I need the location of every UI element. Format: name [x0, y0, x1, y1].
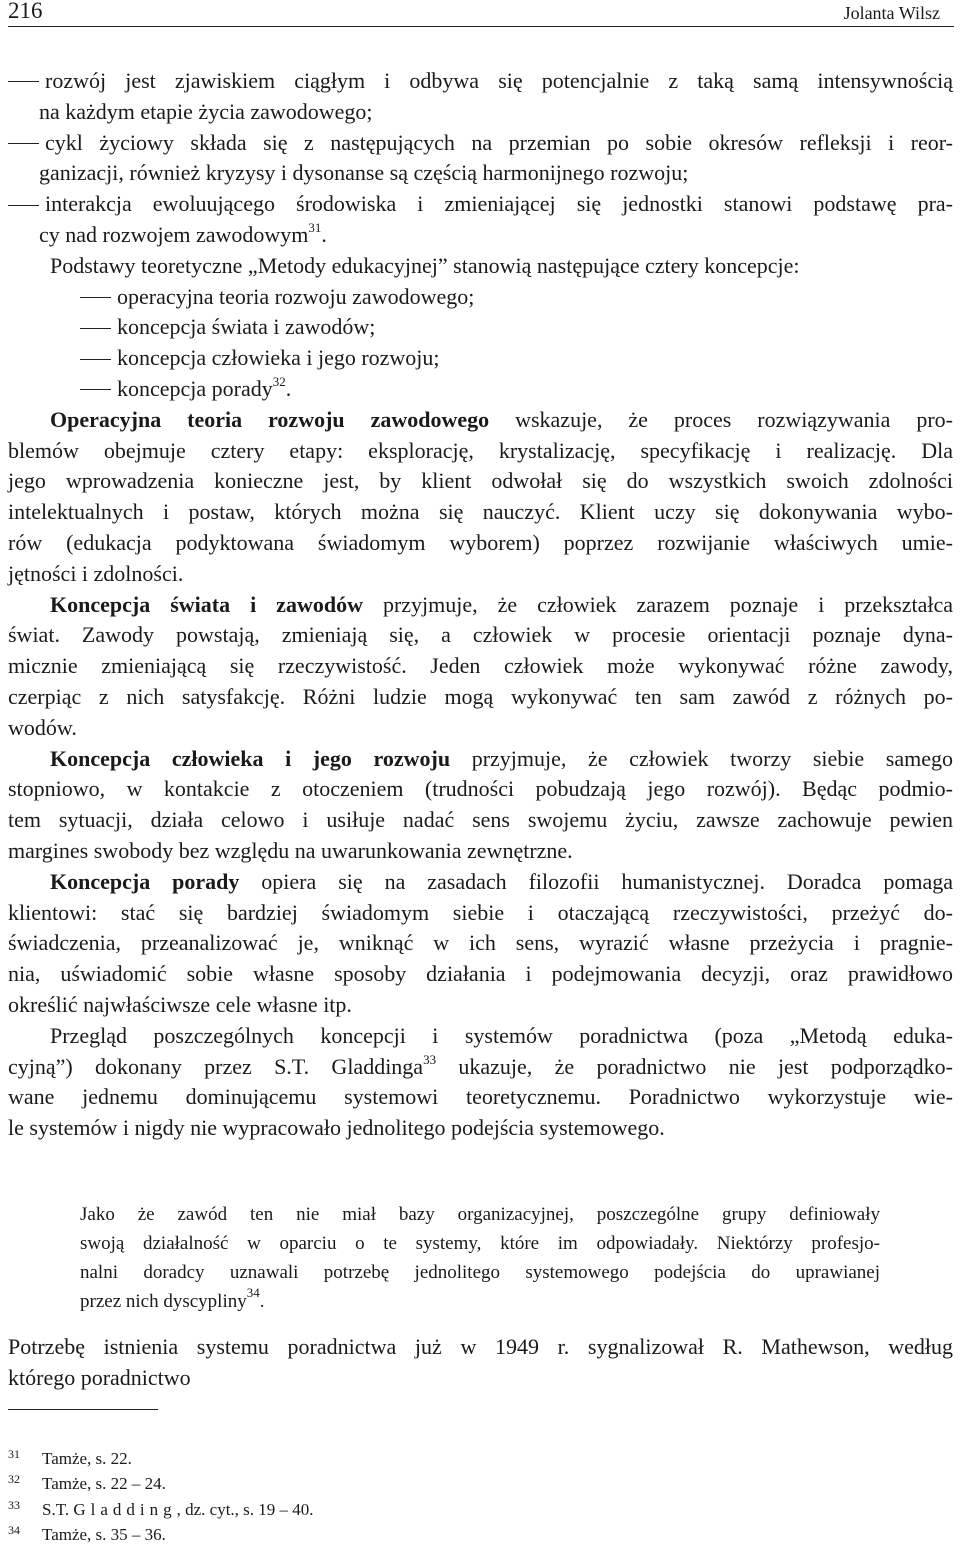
paragraph-line: którego poradnictwo [8, 1364, 191, 1390]
list-item-continuation: na każdym etapie życia zawodowego; [39, 98, 373, 124]
main-text [8, 66, 953, 1144]
footnote-number: 32 [8, 1472, 20, 1487]
bold-term: Operacyjna teoria rozwoju zawodowego [50, 406, 490, 432]
dash-bullet [8, 143, 39, 144]
footnote-number: 33 [8, 1497, 20, 1512]
intro-sentence: Podstawy teoretyczne „Metody edukacyjnej” stanowią następujące cztery koncepcje: [50, 252, 800, 278]
footnote-ref[interactable]: 34 [246, 1285, 260, 1300]
paragraph-line: jętności i zdolności. [8, 560, 184, 586]
paragraph-line: margines swobody bez względu na uwarunkowania zewnętrzne. [8, 837, 573, 863]
paragraph-line: stopniowo, w kontakcie z otoczeniem (trudności pobudzają jego rozwój). Będąc podmio- [8, 776, 953, 802]
paragraph-line: Przegląd poszczególnych koncepcji i systemów poradnictwa (poza „Metodą eduka- [50, 1022, 953, 1048]
paragraph-line: micznie zmieniającą się rzeczywistość. Jeden człowiek może wykonywać różne zawody, [8, 653, 953, 679]
footnote: 34 Tamże, s. 35 – 36. [8, 1518, 314, 1543]
footnote-ref[interactable]: 31 [308, 219, 322, 235]
paragraph-line: Koncepcja porady opiera się na zasadach filozofii humanistycznej. Doradca pomaga [50, 868, 953, 894]
footnote-number: 34 [8, 1522, 20, 1537]
list-item: cykl życiowy składa się z następujących na przemian po sobie okresów refleksji i reor- [8, 128, 953, 159]
list-item: rozwój jest zjawiskiem ciągłym i odbywa się potencjalnie z taką samą intensywnością [8, 66, 953, 97]
dash-bullet [80, 359, 111, 360]
quote-line: swoją działalność w oparciu o te systemy, które im odpowiadały. Niektórzy profesjo- [80, 1233, 880, 1254]
footnote: 33 S.T. Gladding, dz. cyt., s. 19 – 40. [8, 1493, 314, 1518]
quote-line: przez nich dyscypliny$^{34}$. [80, 1285, 265, 1312]
footnote-ref[interactable]: 33 [423, 1051, 437, 1067]
paragraph-line: czerpiąc z nich satysfakcję. Różni ludzie mogą wykonywać ten sam zawód z różnych po- [8, 683, 953, 709]
dash-bullet [80, 297, 111, 298]
list-item-continuation: cy nad rozwojem zawodowym$^{31}$. [39, 219, 327, 247]
paragraph-line: blemów obejmuje cztery etapy: eksplorację, krystalizację, specyfikację i realizację. Dla [8, 437, 953, 463]
footnote: 31 Tamże, s. 22. [8, 1442, 314, 1467]
paragraph-line: tem sytuacji, działa celowo i usiłuje nadać sens swojemu życiu, zawsze zachowuje pewien [8, 807, 953, 833]
list-item: interakcja ewoluującego środowiska i zmieniającej się jednostki stanowi podstawę pra- [8, 189, 953, 220]
footnote-divider [8, 1409, 158, 1410]
footnote: 32 Tamże, s. 22 – 24. [8, 1467, 314, 1492]
paragraph-line: Potrzebę istnienia systemu poradnictwa już w 1949 r. sygnalizował R. Mathewson, według [8, 1334, 953, 1359]
paragraph-line: le systemów i nigdy nie wypracowało jednolitego podejścia systemowego. [8, 1115, 665, 1141]
paragraph-line: Koncepcja człowieka i jego rozwoju przyjmuje, że człowiek tworzy siebie samego [50, 745, 953, 771]
concept-item: koncepcja człowieka i jego rozwoju; [8, 343, 953, 374]
page-header [8, 0, 954, 27]
paragraph-line: nia, uświadomić sobie własne sposoby działania i podejmowania decyzji, oraz prawidłowo [8, 961, 953, 987]
bold-term: Koncepcja człowieka i jego rozwoju [50, 745, 451, 771]
page-number: 216 [8, 0, 43, 23]
author-name-spaced: Gladding [73, 1499, 177, 1519]
paragraph-line: świat. Zawody powstają, zmieniają się, a człowiek w procesie orientacji poznaje dyna- [8, 622, 953, 648]
paragraph-line: klientowi: stać się bardziej świadomym siebie i otaczającą rzeczywistości, przeżyć do- [8, 899, 953, 925]
footnote-number: 31 [8, 1447, 20, 1461]
paragraph-line: cyjną”) dokonany przez S.T. Gladdinga$^{33}$ ukazuje, że poradnictwo nie jest podporządko- [8, 1051, 953, 1079]
paragraph-line: Operacyjna teoria rozwoju zawodowego wskazuje, że proces rozwiązywania pro- [50, 406, 953, 432]
paragraph-line: rów (edukacja podyktowana świadomym wyborem) poprzez rozwijanie właściwych umie- [8, 529, 953, 555]
dash-bullet [80, 328, 111, 329]
dash-bullet [80, 389, 111, 390]
concept-item: operacyjna teoria rozwoju zawodowego; [8, 282, 953, 313]
quote-line: Jako że zawód ten nie miał bazy organizacyjnej, poszczególne grupy definiowały [80, 1204, 880, 1225]
paragraph-line: wodów. [8, 714, 77, 740]
paragraph-line: Koncepcja świata i zawodów przyjmuje, że człowiek zarazem poznaje i przekształca [50, 591, 953, 617]
footnotes [8, 1442, 314, 1543]
paragraph-line: określić najwłaściwsze cele własne itp. [8, 991, 352, 1017]
paragraph-line: jego wprowadzenia konieczne jest, by klient odwołał się do wszystkich swoich zdolności [8, 468, 953, 494]
dash-bullet [8, 81, 39, 82]
bold-term: Koncepcja świata i zawodów [50, 591, 363, 617]
paragraph-line: świadczenia, przeanalizować je, wniknąć w ich sens, wyrazić własne przeżycia i pragnie- [8, 930, 953, 956]
block-quote [80, 1200, 880, 1316]
dash-bullet [8, 205, 39, 206]
concept-item: koncepcja świata i zawodów; [8, 312, 953, 343]
continuation-text [8, 1332, 953, 1394]
list-item-continuation: ganizacji, również kryzysy i dysonanse są częścią harmonijnego rozwoju; [39, 160, 689, 186]
footnote-ref[interactable]: 32 [272, 373, 286, 389]
paragraph-line: wane jednemu dominującemu systemowi teoretycznemu. Poradnictwo wykorzystuje wie- [8, 1084, 953, 1110]
paragraph-line: intelektualnych i postaw, których można się nauczyć. Klient uczy się dokonywania wybo- [8, 499, 953, 525]
bold-term: Koncepcja porady [50, 868, 240, 894]
quote-line: nalni doradcy uznawali potrzebę jednolitego systemowego podejścia do uprawianej [80, 1262, 880, 1283]
running-head-author: Jolanta Wilsz [843, 3, 940, 23]
concept-item: koncepcja porady$^{32}$. [8, 374, 953, 405]
